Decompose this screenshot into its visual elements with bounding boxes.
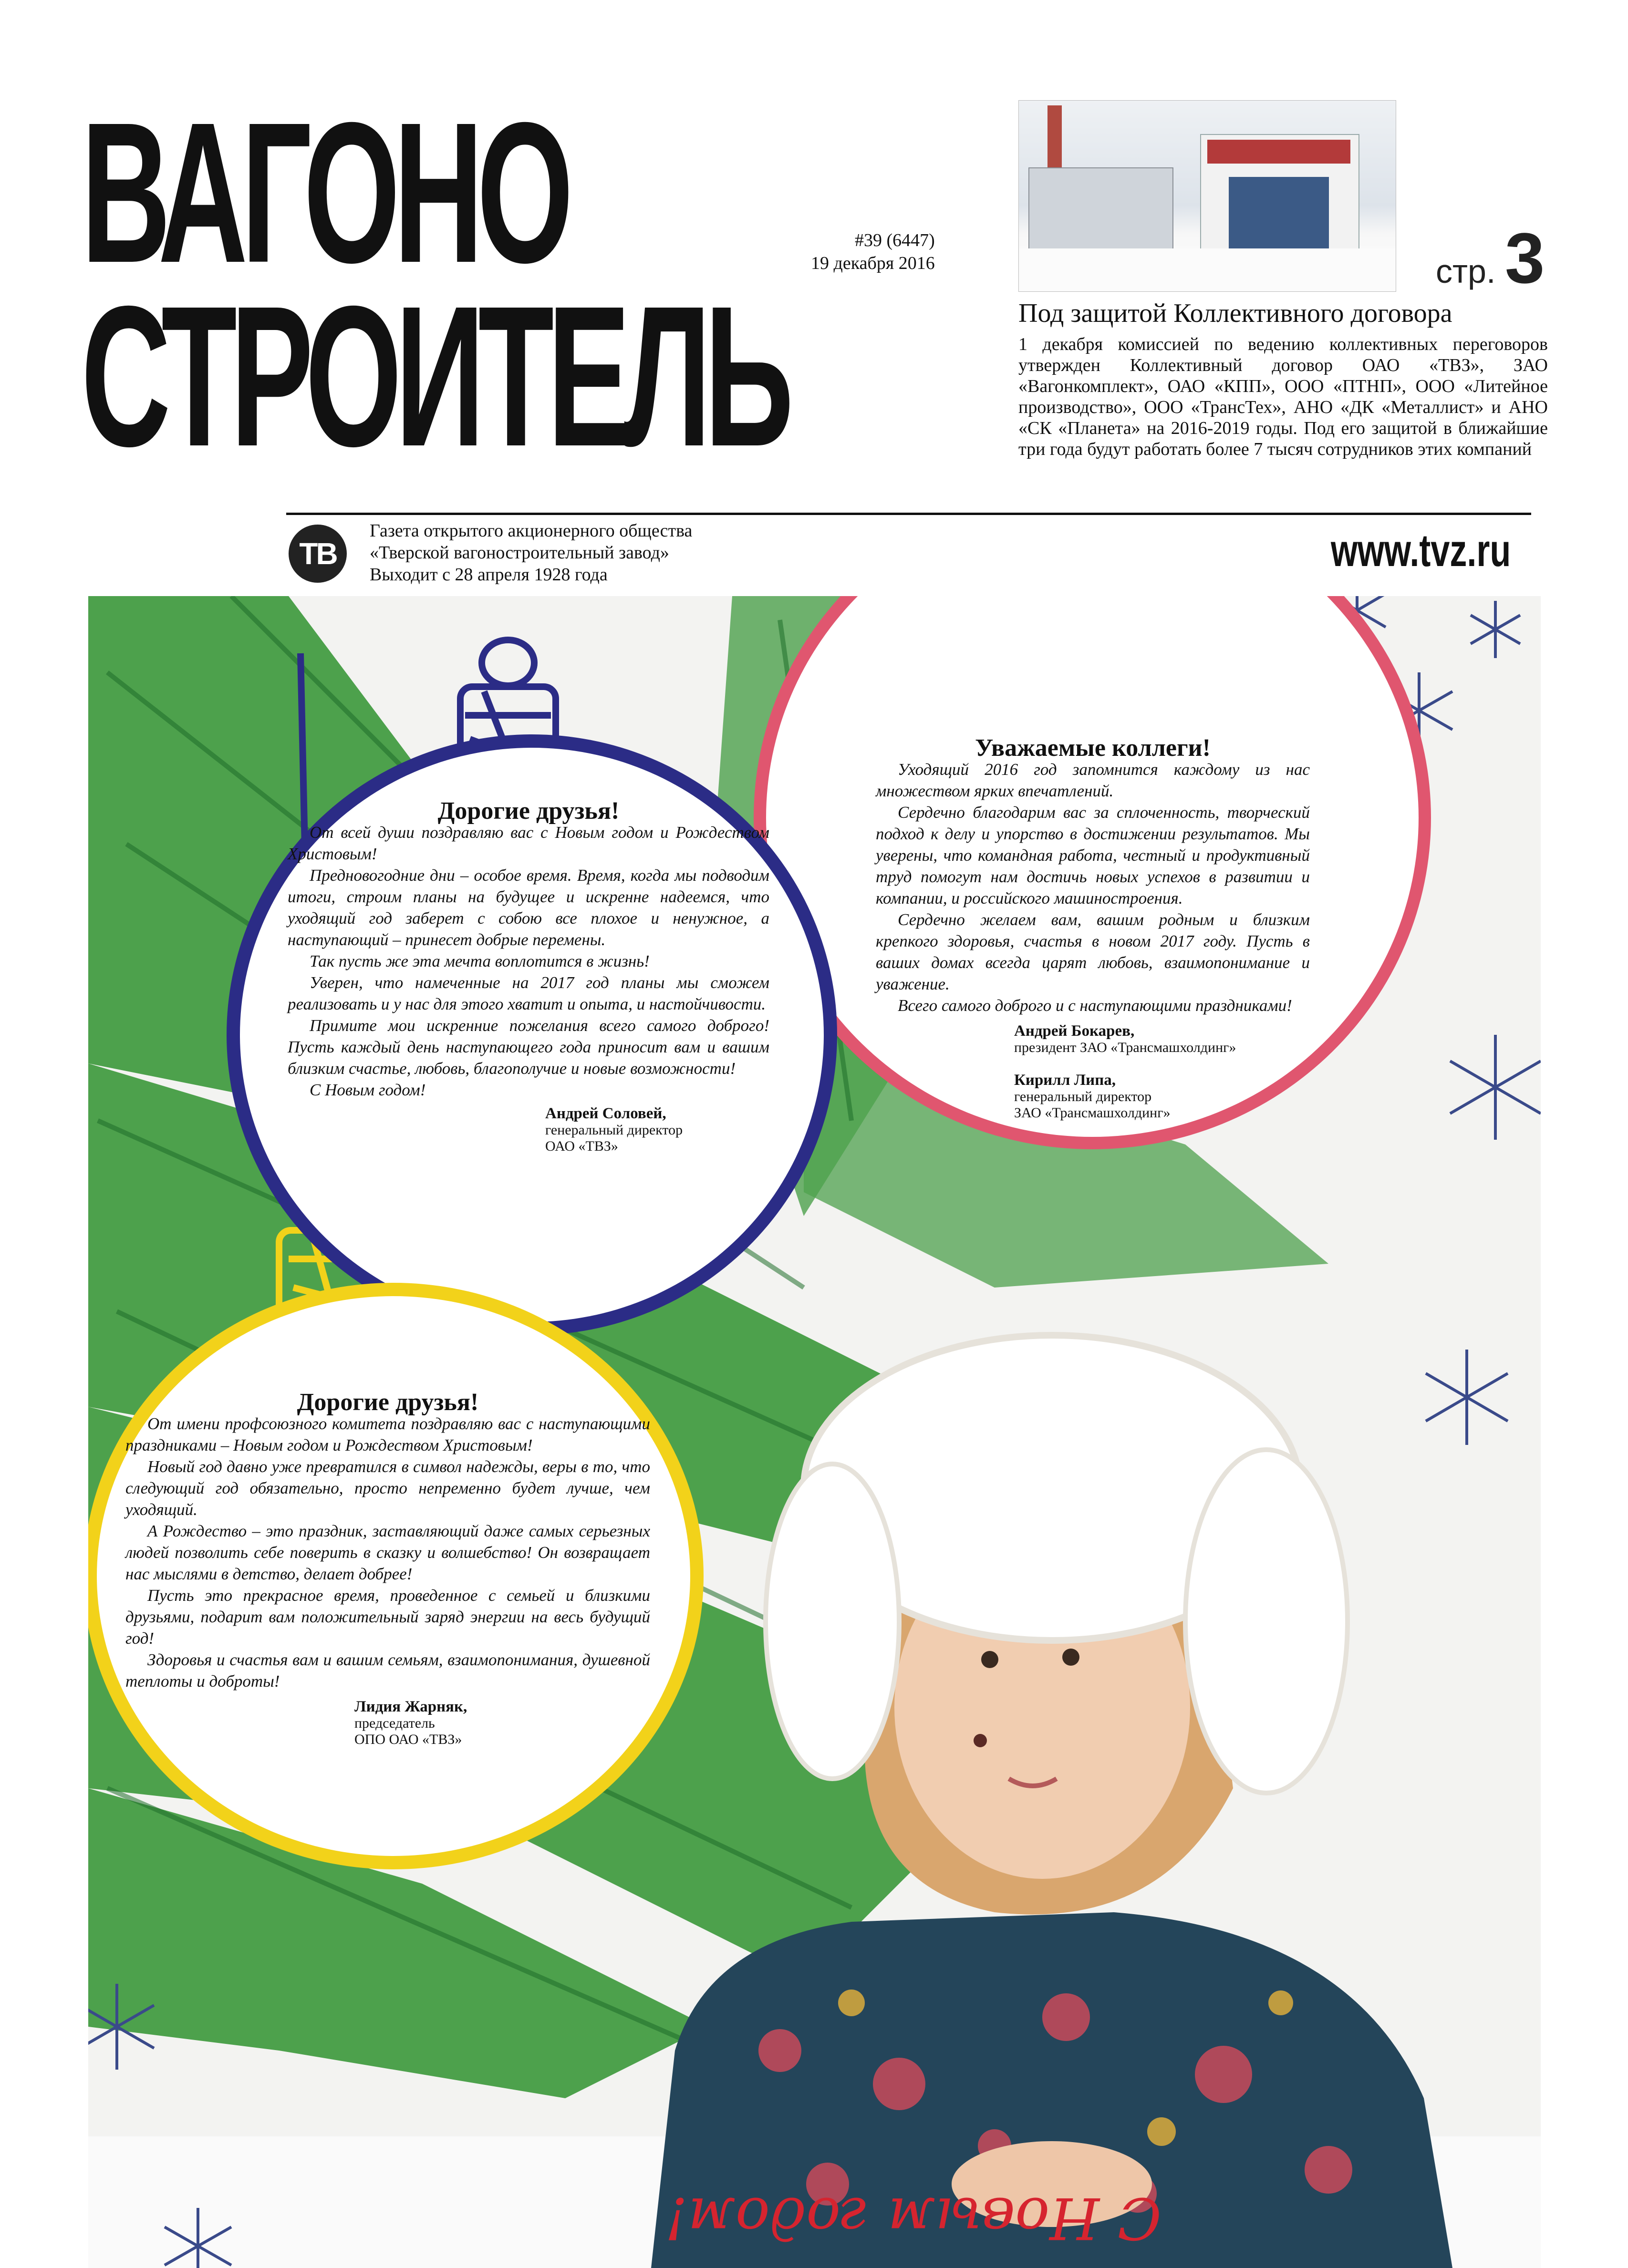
header-divider [286,513,1531,515]
masthead-title-line1: ВАГОНО [81,81,567,305]
signature: Лидия Жарняк, председатель ОПО ОАО «ТВЗ» [354,1698,467,1747]
letter-paragraph: Примите мои искренние пожелания всего самого доброго! Пусть каждый день наступающего года приносит вам и вашим близким счастье, любовь, благополучие и новые возможности! [288,1016,769,1078]
teaser-headline[interactable]: Под защитой Коллективного договора [1018,299,1452,328]
publisher-line: Газета открытого акционерного общества [370,521,693,541]
letter-paragraph: Сердечно благодарим вас за сплоченность, творческий подход к делу и упорство в достижении результатов. Мы уверены, что командная работа, честный и продуктивный труд помогут нам достичь новых успехов в развитии и компании, и российского машиностроения. [876,803,1310,907]
handwritten-greeting: С Новым годом! [665,2185,1161,2251]
letter-paragraph: С Новым годом! [310,1081,426,1099]
letter-paragraph: Так пусть же эта мечта воплотится в жизнь! [310,952,650,970]
masthead-title-line2: СТРОИТЕЛЬ [81,265,788,488]
cover-illustration [88,596,1541,2268]
letter-paragraph: От всей души поздравляю вас с Новым годом и Рождеством Христовым! [288,823,769,863]
letter-paragraph: А Рождество – это праздник, заставляющий даже самых серьезных людей позволить себе поверить в сказку и волшебство! Он возвращает нас мыслями в детство, делает добрее! [125,1522,650,1583]
letter-paragraph: Новый год давно уже превратился в символ надежды, веры в то, что следующий год обязательно, просто непременно будет лучше, чем уходящий. [125,1457,650,1519]
issue-date: 19 декабря 2016 [811,253,935,273]
issue-number: #39 (6447) [854,230,935,250]
publisher-info [370,520,692,586]
publisher-line: «Тверской вагоностроительный завод» [370,543,669,563]
page-reference[interactable] [1436,217,1545,299]
letter-title: Дорогие друзья! [297,1389,479,1416]
company-logo: ТВ [289,525,347,583]
letter-paragraph: Всего самого доброго и с наступающими праздниками! [898,996,1292,1015]
page-number: 3 [1504,218,1545,298]
teaser-photo[interactable] [1018,100,1396,292]
signature: Андрей Бокарев, президент ЗАО «Трансмашхолдинг» Кирилл Липа, генеральный директор ЗАО «Трансмашхолдинг» [1014,1022,1236,1121]
letter-paragraph: Предновогодние дни – особое время. Время, когда мы подводим итоги, строим планы на будущее и искренне надеемся, что уходящий год заберет с собою все плохое и ненужное, а наступающий – принесет добрые перемены. [288,866,769,949]
publisher-line: Выходит с 28 апреля 1928 года [370,565,608,585]
letter-paragraph: Пусть это прекрасное время, проведенное с семьей и близкими друзьями, подарит вам положительный заряд энергии на весь будущий год! [125,1586,650,1648]
letter-paragraph: Здоровья и счастья вам и вашим семьям, взаимопонимания, душевной теплоты и доброты! [125,1650,650,1691]
blue-ornament-letter [227,734,837,1335]
letter-paragraph: Сердечно желаем вам, вашим родным и близким крепкого здоровья, счастья в новом 2017 году. Пусть в ваших домах всегда царят любовь, взаимопонимание и уважение. [876,910,1310,993]
letter-paragraph: От имени профсоюзного комитета поздравляю вас с наступающими праздниками – Новым годом и Рождеством Христовым! [125,1414,650,1454]
letter-title: Дорогие друзья! [437,797,620,825]
page-prefix: стр. [1436,253,1496,290]
letter-paragraph: Уходящий 2016 год запомнится каждому из нас множеством ярких впечатлений. [876,760,1310,800]
letter-title: Уважаемые коллеги! [975,734,1211,762]
signature: Андрей Соловей, генеральный директор ОАО «ТВЗ» [545,1105,683,1154]
issue-info [811,229,935,275]
yellow-ornament-letter [88,1283,704,1869]
teaser-text: 1 декабря комиссией по ведению коллективных переговоров утвержден Коллективный договор ОАО «ТВЗ», ЗАО «Вагонкомплект», ОАО «КПП», ООО «ПТНП», ООО «Литейное производство», ООО «ТрансТех», АНО «ДК «Металлист» и АНО «СК «Планета» на 2016-2019 годы. Под его защитой в ближайшие три года будут работать более 7 тысяч сотрудников этих компаний [1018,334,1548,459]
letter-paragraph: Уверен, что намеченные на 2017 год планы мы сможем реализовать и у нас для этого хватит и опыта, и настойчивости. [288,973,769,1013]
website-link[interactable]: www.tvz.ru [1331,525,1511,576]
